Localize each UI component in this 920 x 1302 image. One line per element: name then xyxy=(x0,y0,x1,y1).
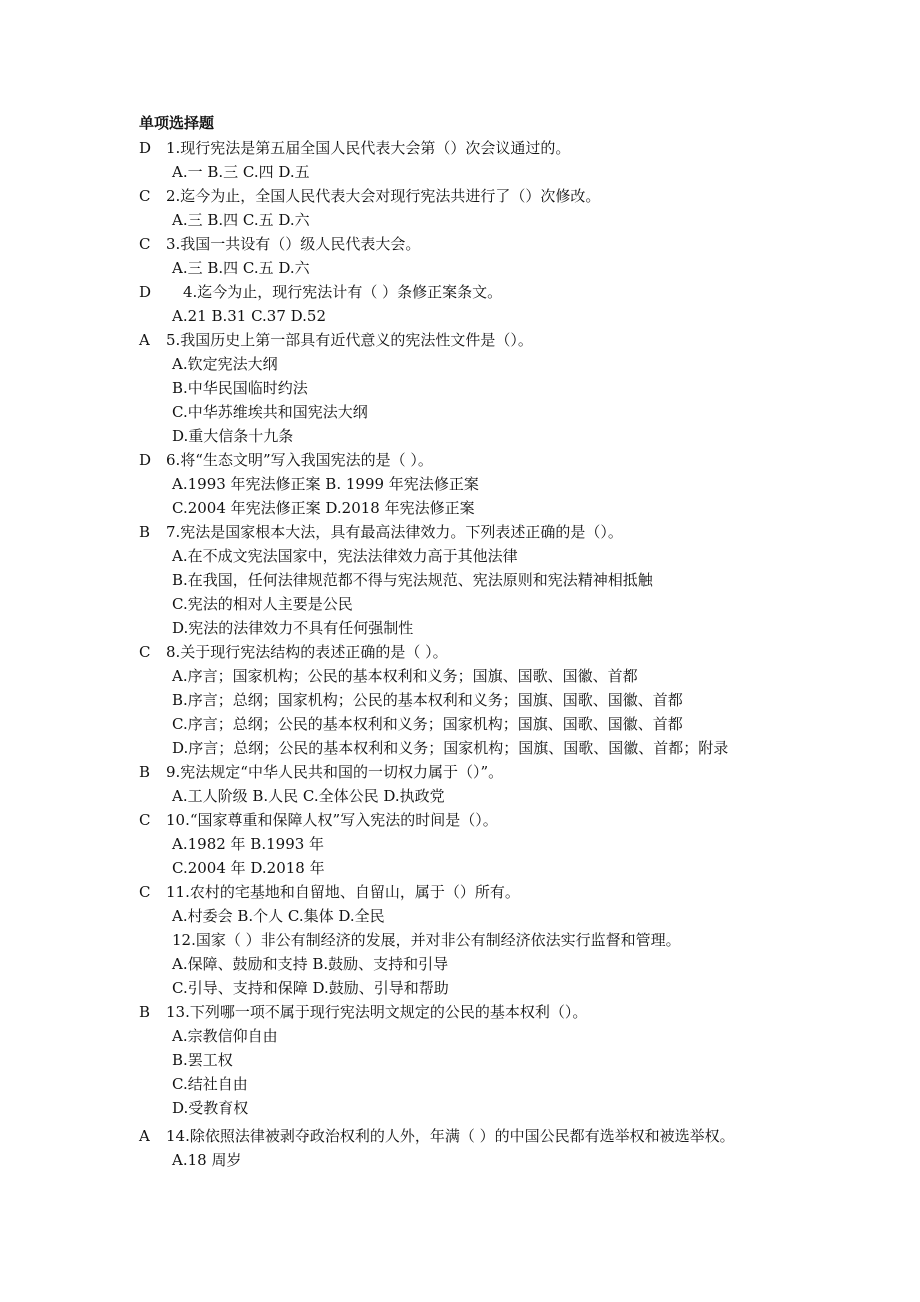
option-text: C.中华苏维埃共和国宪法大纲 xyxy=(172,403,368,421)
section-title: 单项选择题 xyxy=(139,114,215,132)
question-row xyxy=(0,640,920,664)
option-text: A.序言；国家机构；公民的基本权利和义务；国旗、国歌、国徽、首都 xyxy=(172,667,638,685)
answer-letter: B xyxy=(139,763,151,781)
option-text: A.三 B.四 C.五 D.六 xyxy=(172,211,310,229)
option-text: C.宪法的相对人主要是公民 xyxy=(172,595,353,613)
option-text: A.保障、鼓励和支持 B.鼓励、支持和引导 xyxy=(172,955,449,973)
option-text: A.1993 年宪法修正案 B. 1999 年宪法修正案 xyxy=(172,475,479,493)
question-stem: 13.下列哪一项不属于现行宪法明文规定的公民的基本权利（）。 xyxy=(166,1003,588,1021)
question-stem: 10.“国家尊重和保障人权”写入宪法的时间是（）。 xyxy=(166,811,498,829)
answer-letter: A xyxy=(139,1127,150,1145)
option-text: D.宪法的法律效力不具有任何强制性 xyxy=(172,619,414,637)
option-text: D.重大信条十九条 xyxy=(172,427,294,445)
question-row xyxy=(0,880,920,904)
answer-letter: C xyxy=(139,811,151,829)
option-text: B.罢工权 xyxy=(172,1051,233,1069)
question-stem: 2.迄今为止，全国人民代表大会对现行宪法共进行了（）次修改。 xyxy=(166,187,601,205)
option-text: A.在不成文宪法国家中，宪法法律效力高于其他法律 xyxy=(172,547,518,565)
option-text: D.受教育权 xyxy=(172,1099,249,1117)
option-row xyxy=(0,688,920,712)
option-row xyxy=(0,376,920,400)
option-text: A.一 B.三 C.四 D.五 xyxy=(172,163,310,181)
answer-letter: D xyxy=(139,283,152,301)
option-text: B.在我国，任何法律规范都不得与宪法规范、宪法原则和宪法精神相抵触 xyxy=(172,571,653,589)
option-text: C.2004 年宪法修正案 D.2018 年宪法修正案 xyxy=(172,499,475,517)
option-row xyxy=(0,976,920,1000)
question-stem: 5.我国历史上第一部具有近代意义的宪法性文件是（）。 xyxy=(166,331,533,349)
option-text: A.钦定宪法大纲 xyxy=(172,355,278,373)
option-row xyxy=(0,1024,920,1048)
answer-letter: B xyxy=(139,523,151,541)
question-row xyxy=(0,1124,920,1148)
answer-letter: C xyxy=(139,643,151,661)
option-row xyxy=(0,160,920,184)
option-text: A.18 周岁 xyxy=(172,1151,242,1169)
answer-letter: C xyxy=(139,187,151,205)
question-stem: 11.农村的宅基地和自留地、自留山，属于（）所有。 xyxy=(166,883,520,901)
option-row xyxy=(0,304,920,328)
option-text: A.工人阶级 B.人民 C.全体公民 D.执政党 xyxy=(172,787,445,805)
question-stem: 1.现行宪法是第五届全国人民代表大会第（）次会议通过的。 xyxy=(166,139,571,157)
option-text: D.序言；总纲；公民的基本权利和义务；国家机构；国旗、国歌、国徽、首都；附录 xyxy=(172,739,729,757)
question-stem: 6.将“生态文明”写入我国宪法的是（ ）。 xyxy=(166,451,433,469)
option-row xyxy=(0,352,920,376)
question-row xyxy=(0,448,920,472)
option-row xyxy=(0,472,920,496)
question-row xyxy=(0,928,920,952)
question-stem: 4.迄今为止，现行宪法计有（ ）条修正案条文。 xyxy=(183,283,503,301)
question-stem: 9.宪法规定“中华人民共和国的一切权力属于（）”。 xyxy=(166,763,504,781)
option-text: A.三 B.四 C.五 D.六 xyxy=(172,259,310,277)
option-row xyxy=(0,856,920,880)
question-stem: 14.除依照法律被剥夺政治权利的人外，年满（ ）的中国公民都有选举权和被选举权。 xyxy=(166,1127,735,1145)
answer-letter: B xyxy=(139,1003,151,1021)
option-text: C.引导、支持和保障 D.鼓励、引导和帮助 xyxy=(172,979,449,997)
option-row xyxy=(0,208,920,232)
option-text: B.中华民国临时约法 xyxy=(172,379,308,397)
option-text: C.结社自由 xyxy=(172,1075,248,1093)
option-row xyxy=(0,1048,920,1072)
question-row xyxy=(0,520,920,544)
question-stem: 8.关于现行宪法结构的表述正确的是（ ）。 xyxy=(166,643,448,661)
option-row xyxy=(0,784,920,808)
option-row xyxy=(0,952,920,976)
option-row xyxy=(0,1148,920,1172)
option-row xyxy=(0,424,920,448)
answer-letter: D xyxy=(139,451,152,469)
option-row xyxy=(0,496,920,520)
option-text: A.21 B.31 C.37 D.52 xyxy=(172,307,327,325)
question-row xyxy=(0,1000,920,1024)
option-row xyxy=(0,1096,920,1120)
question-row xyxy=(0,232,920,256)
option-row xyxy=(0,256,920,280)
option-row xyxy=(0,664,920,688)
option-row xyxy=(0,616,920,640)
answer-letter: D xyxy=(139,139,152,157)
question-row xyxy=(0,280,920,304)
question-stem: 3.我国一共设有（）级人民代表大会。 xyxy=(166,235,421,253)
option-row xyxy=(0,592,920,616)
option-text: B.序言；总纲；国家机构；公民的基本权利和义务；国旗、国歌、国徽、首都 xyxy=(172,691,683,709)
question-row xyxy=(0,136,920,160)
option-row xyxy=(0,544,920,568)
option-row xyxy=(0,1072,920,1096)
answer-letter: C xyxy=(139,883,151,901)
question-row xyxy=(0,760,920,784)
option-row xyxy=(0,904,920,928)
answer-letter: A xyxy=(139,331,150,349)
option-row xyxy=(0,712,920,736)
option-row xyxy=(0,568,920,592)
question-row xyxy=(0,184,920,208)
option-text: A.1982 年 B.1993 年 xyxy=(172,835,325,853)
question-stem: 7.宪法是国家根本大法，具有最高法律效力。下列表述正确的是（）。 xyxy=(166,523,623,541)
question-row xyxy=(0,328,920,352)
option-row xyxy=(0,832,920,856)
option-text: C.序言；总纲；公民的基本权利和义务；国家机构；国旗、国歌、国徽、首都 xyxy=(172,715,683,733)
option-text: A.村委会 B.个人 C.集体 D.全民 xyxy=(172,907,385,925)
answer-letter: C xyxy=(139,235,151,253)
option-row xyxy=(0,736,920,760)
option-row xyxy=(0,400,920,424)
option-text: C.2004 年 D.2018 年 xyxy=(172,859,325,877)
question-row xyxy=(0,808,920,832)
question-stem: 12.国家（ ）非公有制经济的发展，并对非公有制经济依法实行监督和管理。 xyxy=(172,931,681,949)
option-text: A.宗教信仰自由 xyxy=(172,1027,278,1045)
